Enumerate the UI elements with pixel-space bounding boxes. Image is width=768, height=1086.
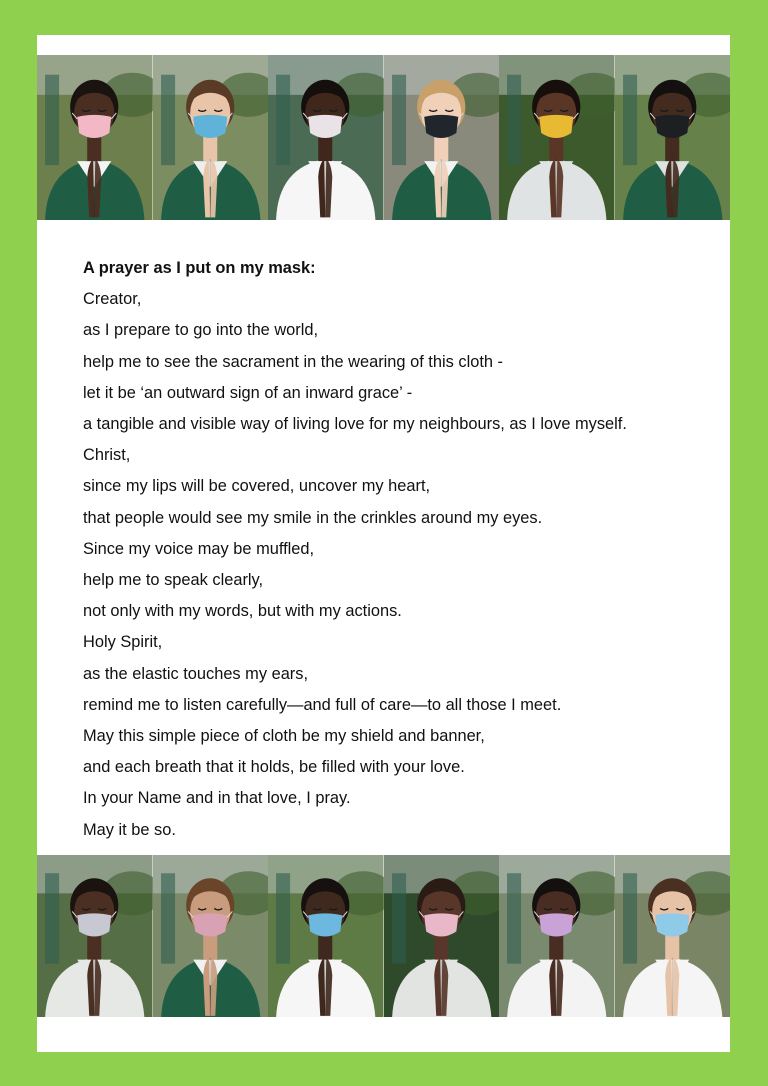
student-photo	[153, 55, 269, 220]
student-photo	[384, 55, 500, 220]
student-photo	[384, 855, 500, 1017]
bottom-photo-strip	[37, 855, 730, 1017]
student-photo-illustration	[153, 855, 269, 1017]
student-photo	[268, 55, 384, 220]
prayer-line: In your Name and in that love, I pray.	[83, 789, 351, 808]
student-photo	[37, 855, 153, 1017]
student-photo-illustration	[37, 55, 153, 220]
prayer-line: and each breath that it holds, be filled with your love.	[83, 758, 465, 777]
student-photo-illustration	[615, 855, 731, 1017]
prayer-line: remind me to listen carefully—and full of care—to all those I meet.	[83, 695, 562, 714]
prayer-text	[83, 253, 703, 846]
student-photo-illustration	[615, 55, 731, 220]
prayer-line: Since my voice may be muffled,	[83, 539, 315, 558]
student-photo	[153, 855, 269, 1017]
prayer-line: May it be so.	[83, 820, 176, 839]
top-photo-strip	[37, 55, 730, 220]
prayer-line: since my lips will be covered, uncover my heart,	[83, 477, 431, 496]
student-photo-illustration	[153, 55, 269, 220]
student-photo	[499, 855, 615, 1017]
student-photo-illustration	[268, 855, 384, 1017]
prayer-line: as I prepare to go into the world,	[83, 321, 319, 340]
student-photo	[615, 55, 731, 220]
prayer-line: help me to speak clearly,	[83, 571, 264, 590]
prayer-line: a tangible and visible way of living love for my neighbours, as I love myself.	[83, 415, 627, 434]
prayer-line: Creator,	[83, 290, 142, 309]
prayer-line: Holy Spirit,	[83, 633, 163, 652]
prayer-card	[37, 35, 730, 1052]
student-photo	[268, 855, 384, 1017]
prayer-line: Christ,	[83, 446, 131, 465]
student-photo-illustration	[268, 55, 384, 220]
prayer-line: not only with my words, but with my actions.	[83, 602, 402, 621]
student-photo-illustration	[37, 855, 153, 1017]
student-photo	[499, 55, 615, 220]
student-photo	[615, 855, 731, 1017]
student-photo	[37, 55, 153, 220]
prayer-title: A prayer as I put on my mask:	[83, 259, 316, 277]
student-photo-illustration	[499, 855, 615, 1017]
prayer-line: help me to see the sacrament in the wearing of this cloth -	[83, 352, 504, 371]
student-photo-illustration	[384, 855, 500, 1017]
student-photo-illustration	[384, 55, 500, 220]
prayer-line: as the elastic touches my ears,	[83, 664, 309, 683]
prayer-line: that people would see my smile in the crinkles around my eyes.	[83, 508, 543, 527]
prayer-line: May this simple piece of cloth be my shield and banner,	[83, 727, 485, 746]
prayer-line: let it be ‘an outward sign of an inward grace’ -	[83, 383, 413, 402]
student-photo-illustration	[499, 55, 615, 220]
